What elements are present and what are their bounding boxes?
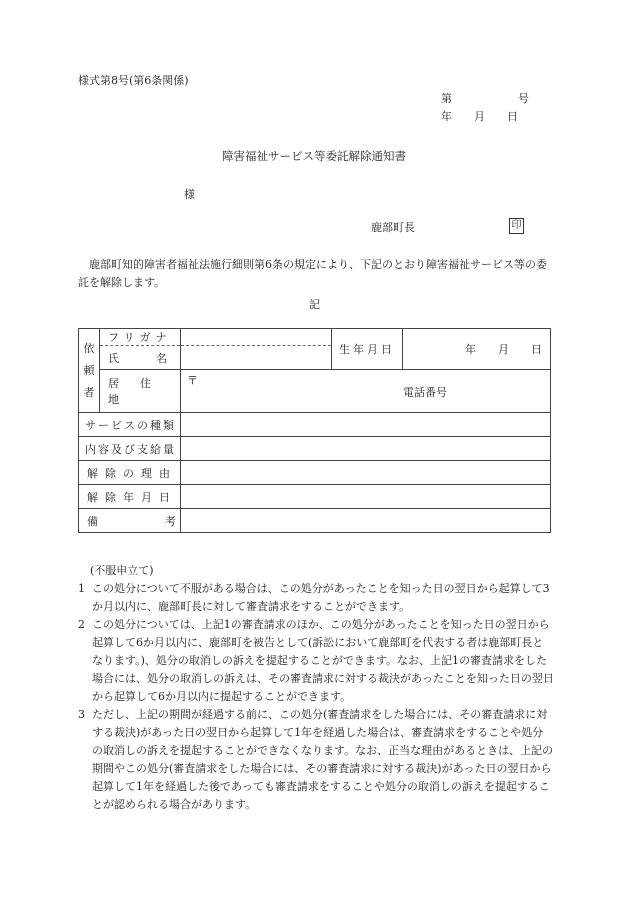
postal-mark: 〒 <box>187 374 198 387</box>
content-field[interactable] <box>181 437 551 461</box>
content-label: 内容及び支給量 <box>79 437 181 461</box>
ki-heading: 記 <box>309 298 320 311</box>
seal-mark: 印 <box>509 218 524 234</box>
addressee-suffix: 様 <box>184 188 195 201</box>
service-type-field[interactable] <box>181 413 551 437</box>
birth-date-label: 生年月日 <box>332 329 403 370</box>
reason-label: 解除の理由 <box>79 461 181 485</box>
name-field[interactable] <box>181 346 332 370</box>
furigana-label: フリガナ <box>100 329 181 346</box>
notes-heading: (不服申立て) <box>90 564 154 577</box>
remarks-label: 備 考 <box>79 509 181 533</box>
reason-field[interactable] <box>181 461 551 485</box>
document-title: 障害福祉サービス等委託解除通知書 <box>222 149 406 163</box>
note-item: 2 この処分については、上記1の審査請求のほか、この処分があったことを知った日の翌日から起算して6か月以内に、鹿部町を被告として(訴訟において鹿部町を代表する者は鹿部町長となります。)、処分の取消しの訴えを提起することができます。なお、上記1の審査請求をした場合には、処分の取消しの訴えは、その審査請求に対する裁決があったことを知った日の翌日から起算して6か月以内に提起することができます。 <box>78 618 554 703</box>
body-paragraph: 鹿部町知的障害者福祉法施行細則第6条の規定により、下記のとおり障害福祉サービス等の委託を解除します。 <box>78 258 547 289</box>
issuer-name: 鹿部町長 <box>371 221 415 234</box>
cancellation-form-table <box>78 328 551 533</box>
phone-label: 電話番号 <box>403 386 447 399</box>
name-label: 氏 名 <box>100 346 181 370</box>
form-number: 様式第8号(第6条関係) <box>78 74 189 87</box>
remarks-field[interactable] <box>181 509 551 533</box>
requester-label: 依 頼 者 <box>79 329 100 413</box>
cancel-date-label: 解除年月日 <box>79 485 181 509</box>
cancel-date-field[interactable] <box>181 485 551 509</box>
document-number: 第 号 <box>441 92 529 105</box>
furigana-field[interactable] <box>181 329 332 346</box>
birth-date-field[interactable]: 年 月 日 <box>403 329 551 370</box>
address-label: 居 住 地 <box>100 370 181 413</box>
appeal-notes <box>78 562 554 814</box>
note-item: 1 この処分について不服がある場合は、この処分があったことを知った日の翌日から起算して3か月以内に、鹿部町長に対して審査請求をすることができます。 <box>78 582 550 613</box>
address-field[interactable] <box>181 370 551 413</box>
note-item: 3 ただし、上記の期間が経過する前に、この処分(審査請求をした場合には、その審査請求に対する裁決)があった日の翌日から起算して1年を経過した場合は、審査請求をすることや処分の取消しの訴えを提起することができなくなります。なお、正当な理由があるときは、上記の期間やこの処分(審査請求をした場合には、その審査請求に対する裁決)があった日の翌日から起算して1年を経過した後であっても審査請求をすることや処分の取消しの訴えを提起することが認められる場合があります。 <box>78 708 554 811</box>
service-type-label: サービスの種類 <box>79 413 181 437</box>
document-date: 年 月 日 <box>441 110 518 123</box>
